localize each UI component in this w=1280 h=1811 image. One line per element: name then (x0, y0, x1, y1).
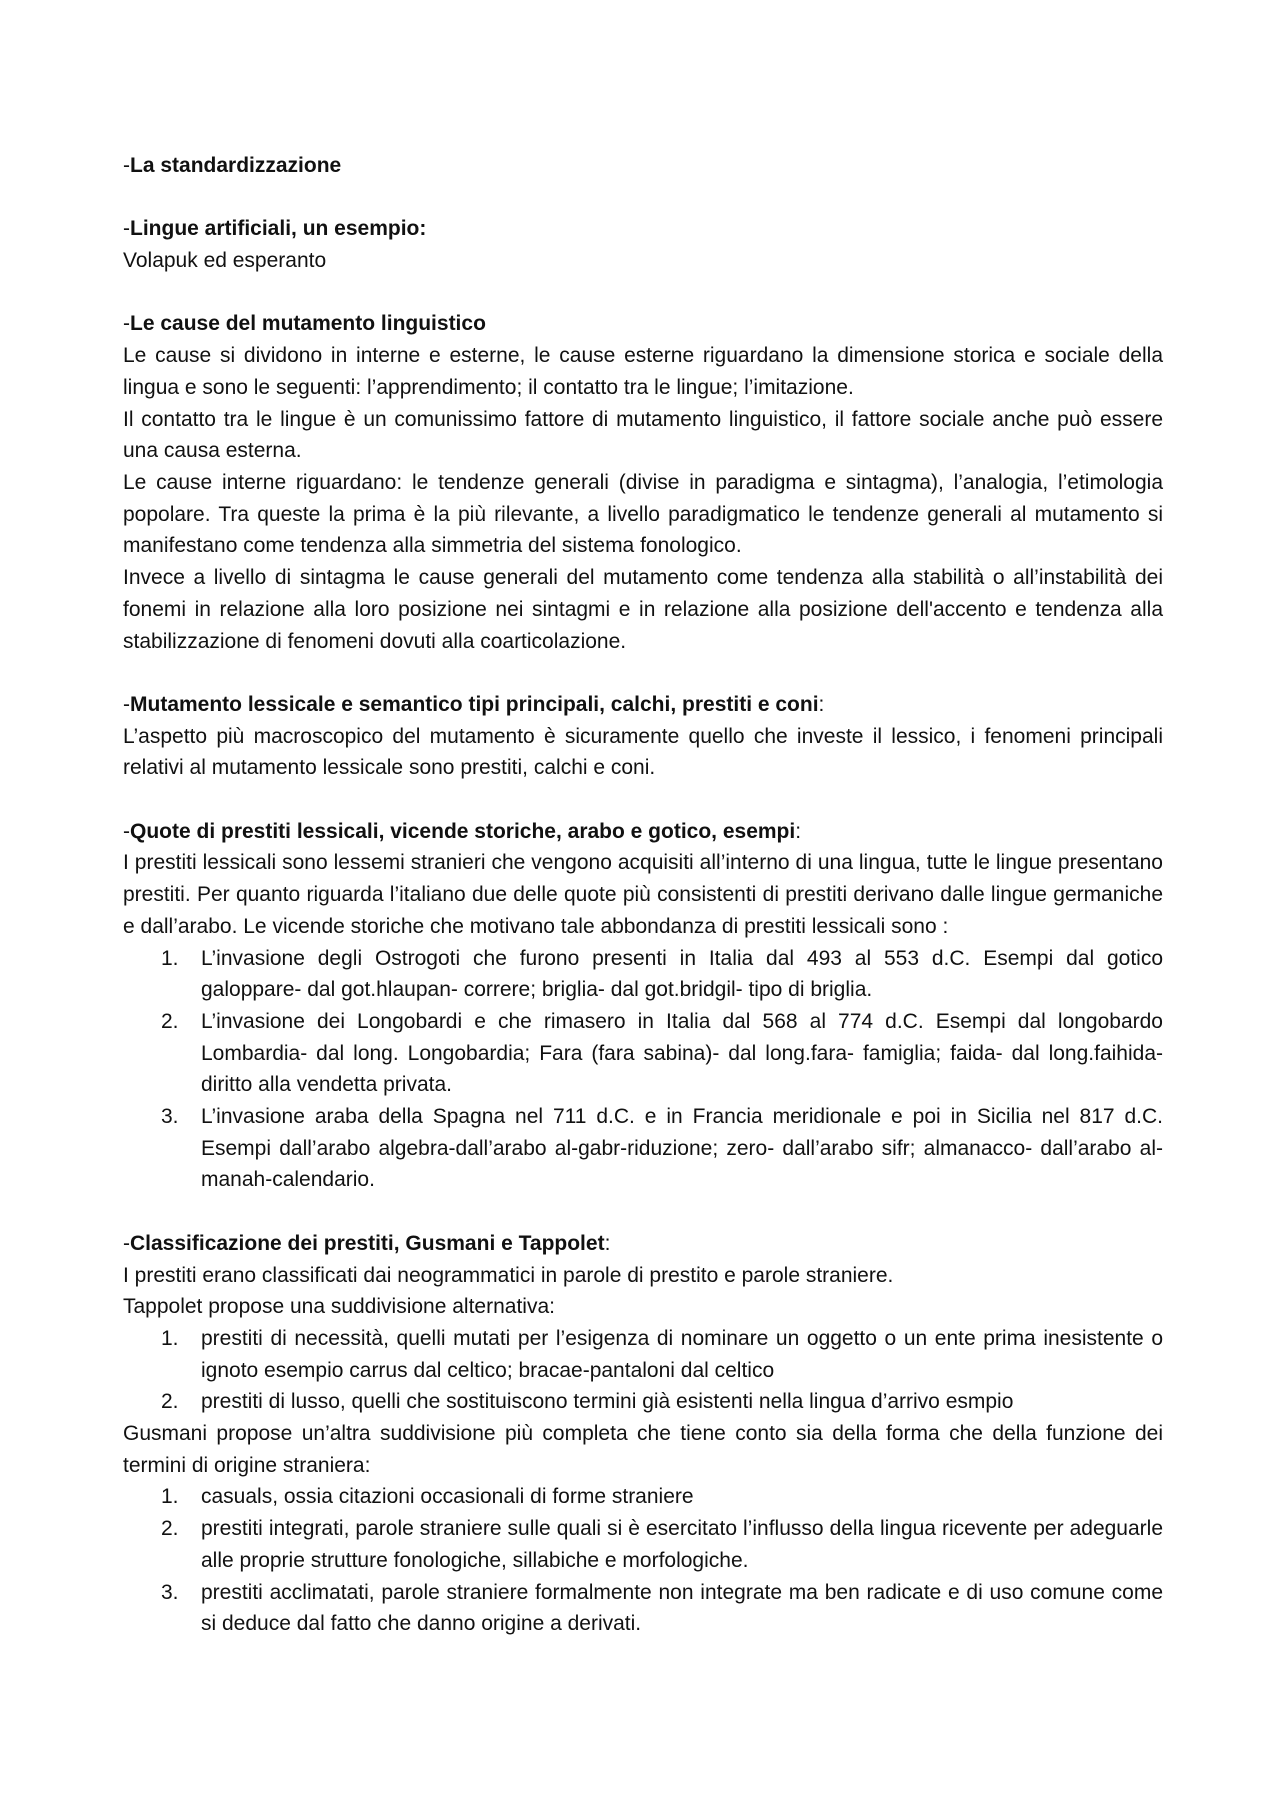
list-item (123, 1101, 1163, 1196)
list-item-text: prestiti acclimatati, parole straniere formalmente non integrate ma ben radicate e di uso comune come si deduce dal fatto che danno origine a derivati. (201, 1580, 1163, 1636)
paragraph: I prestiti erano classificati dai neogrammatici in parole di prestito e parole straniere. (123, 1263, 894, 1287)
list-number: 3. (161, 1105, 179, 1129)
list-item (123, 1323, 1163, 1386)
list-number: 2. (161, 1390, 179, 1414)
list-number: 3. (161, 1580, 179, 1604)
list-item-text: prestiti di necessità, quelli mutati per l’esigenza di nominare un oggetto o un ente prima inesistente o ignoto esempio carrus dal celtico; bracae-pantaloni dal celtico (201, 1326, 1163, 1382)
paragraph: Volapuk ed esperanto (123, 249, 327, 273)
list-item (123, 1513, 1163, 1576)
paragraph: Gusmani propose un’altra suddivisione più completa che tiene conto sia della forma che della funzione dei termini di origine straniera: (123, 1422, 1163, 1477)
section-heading: -Classificazione dei prestiti, Gusmani e Tappolet: (123, 1231, 611, 1255)
numbered-list (123, 1323, 1163, 1418)
paragraph: L’aspetto più macroscopico del mutamento è sicuramente quello che investe il lessico, i fenomeni principali relativi al mutamento lessicale sono prestiti, calchi e coni. (123, 724, 1163, 780)
list-item-text: L’invasione degli Ostrogoti che furono presenti in Italia dal 493 al 553 d.C. Esempi dal gotico galoppare- dal got.hlaupan- correre; briglia- dal got.bridgil- tipo di briglia. (201, 946, 1163, 1002)
numbered-list (123, 943, 1163, 1197)
list-number: 1. (161, 1485, 179, 1509)
paragraph: I prestiti lessicali sono lessemi stranieri che vengono acquisiti all’interno di una lingua, tutte le lingue presentano prestiti. Per quanto riguarda l’italiano due delle quote più consistenti di prestiti derivano dalle lingue germaniche e dall’arabo. Le vicende storiche che motivano tale abbondanza di prestiti lessicali sono : (123, 851, 1163, 938)
list-number: 2. (161, 1517, 179, 1541)
list-item-text: casuals, ossia citazioni occasionali di forme straniere (201, 1485, 694, 1509)
list-item (123, 1481, 1163, 1513)
numbered-list (123, 1481, 1163, 1640)
list-item (123, 943, 1163, 1006)
list-number: 2. (161, 1009, 179, 1033)
section-heading: -Quote di prestiti lessicali, vicende storiche, arabo e gotico, esempi: (123, 819, 802, 843)
paragraph: Le cause interne riguardano: le tendenze generali (divise in paradigma e sintagma), l’analogia, l’etimologia popolare. Tra queste la prima è la più rilevante, a livello paradigmatico le tendenze generali al mutamento si manifestano come tendenza alla simmetria del sistema fonologico. (123, 471, 1163, 558)
list-item (123, 1577, 1163, 1640)
section-heading: -Lingue artificiali, un esempio: (123, 217, 427, 241)
document-page (123, 150, 1163, 1640)
paragraph: Le cause si dividono in interne e esterne, le cause esterne riguardano la dimensione storica e sociale della lingua e sono le seguenti: l’apprendimento; il contatto tra le lingue; l’imitazione. (123, 344, 1163, 399)
section-heading: -La standardizzazione (123, 154, 342, 177)
paragraph: Tappolet propose una suddivisione alternativa: (123, 1295, 555, 1319)
list-item (123, 1386, 1163, 1418)
list-number: 1. (161, 1326, 179, 1350)
list-number: 1. (161, 946, 179, 970)
paragraph: Il contatto tra le lingue è un comunissimo fattore di mutamento linguistico, il fattore sociale anche può essere una causa esterna. (123, 407, 1163, 463)
list-item-text: prestiti integrati, parole straniere sulle quali si è esercitato l’influsso della lingua ricevente per adeguarle alle proprie strutture fonologiche, sillabiche e morfologiche. (201, 1517, 1163, 1572)
list-item-text: L’invasione dei Longobardi e che rimasero in Italia dal 568 al 774 d.C. Esempi dal longobardo Lombardia- dal long. Longobardia; Fara (fara sabina)- dal long.fara- famiglia; faida- dal long.faihida- diritto alla vendetta privata. (201, 1009, 1163, 1097)
section-heading: -Le cause del mutamento linguistico (123, 312, 486, 336)
list-item (123, 1006, 1163, 1101)
section-heading: -Mutamento lessicale e semantico tipi principali, calchi, prestiti e coni: (123, 692, 825, 716)
list-item-text: prestiti di lusso, quelli che sostituiscono termini già esistenti nella lingua d’arrivo esmpio (201, 1390, 1014, 1414)
list-item-text: L’invasione araba della Spagna nel 711 d.C. e in Francia meridionale e poi in Sicilia nel 817 d.C. Esempi dall’arabo algebra-dall’arabo al-gabr-riduzione; zero- dall’arabo sifr; almanacco- dall’arabo al-manah-calendario. (201, 1105, 1163, 1192)
paragraph: Invece a livello di sintagma le cause generali del mutamento come tendenza alla stabilità o all’instabilità dei fonemi in relazione alla loro posizione nei sintagmi e in relazione alla posizione dell'accento e tendenza alla stabilizzazione di fenomeni dovuti alla coarticolazione. (123, 566, 1163, 653)
